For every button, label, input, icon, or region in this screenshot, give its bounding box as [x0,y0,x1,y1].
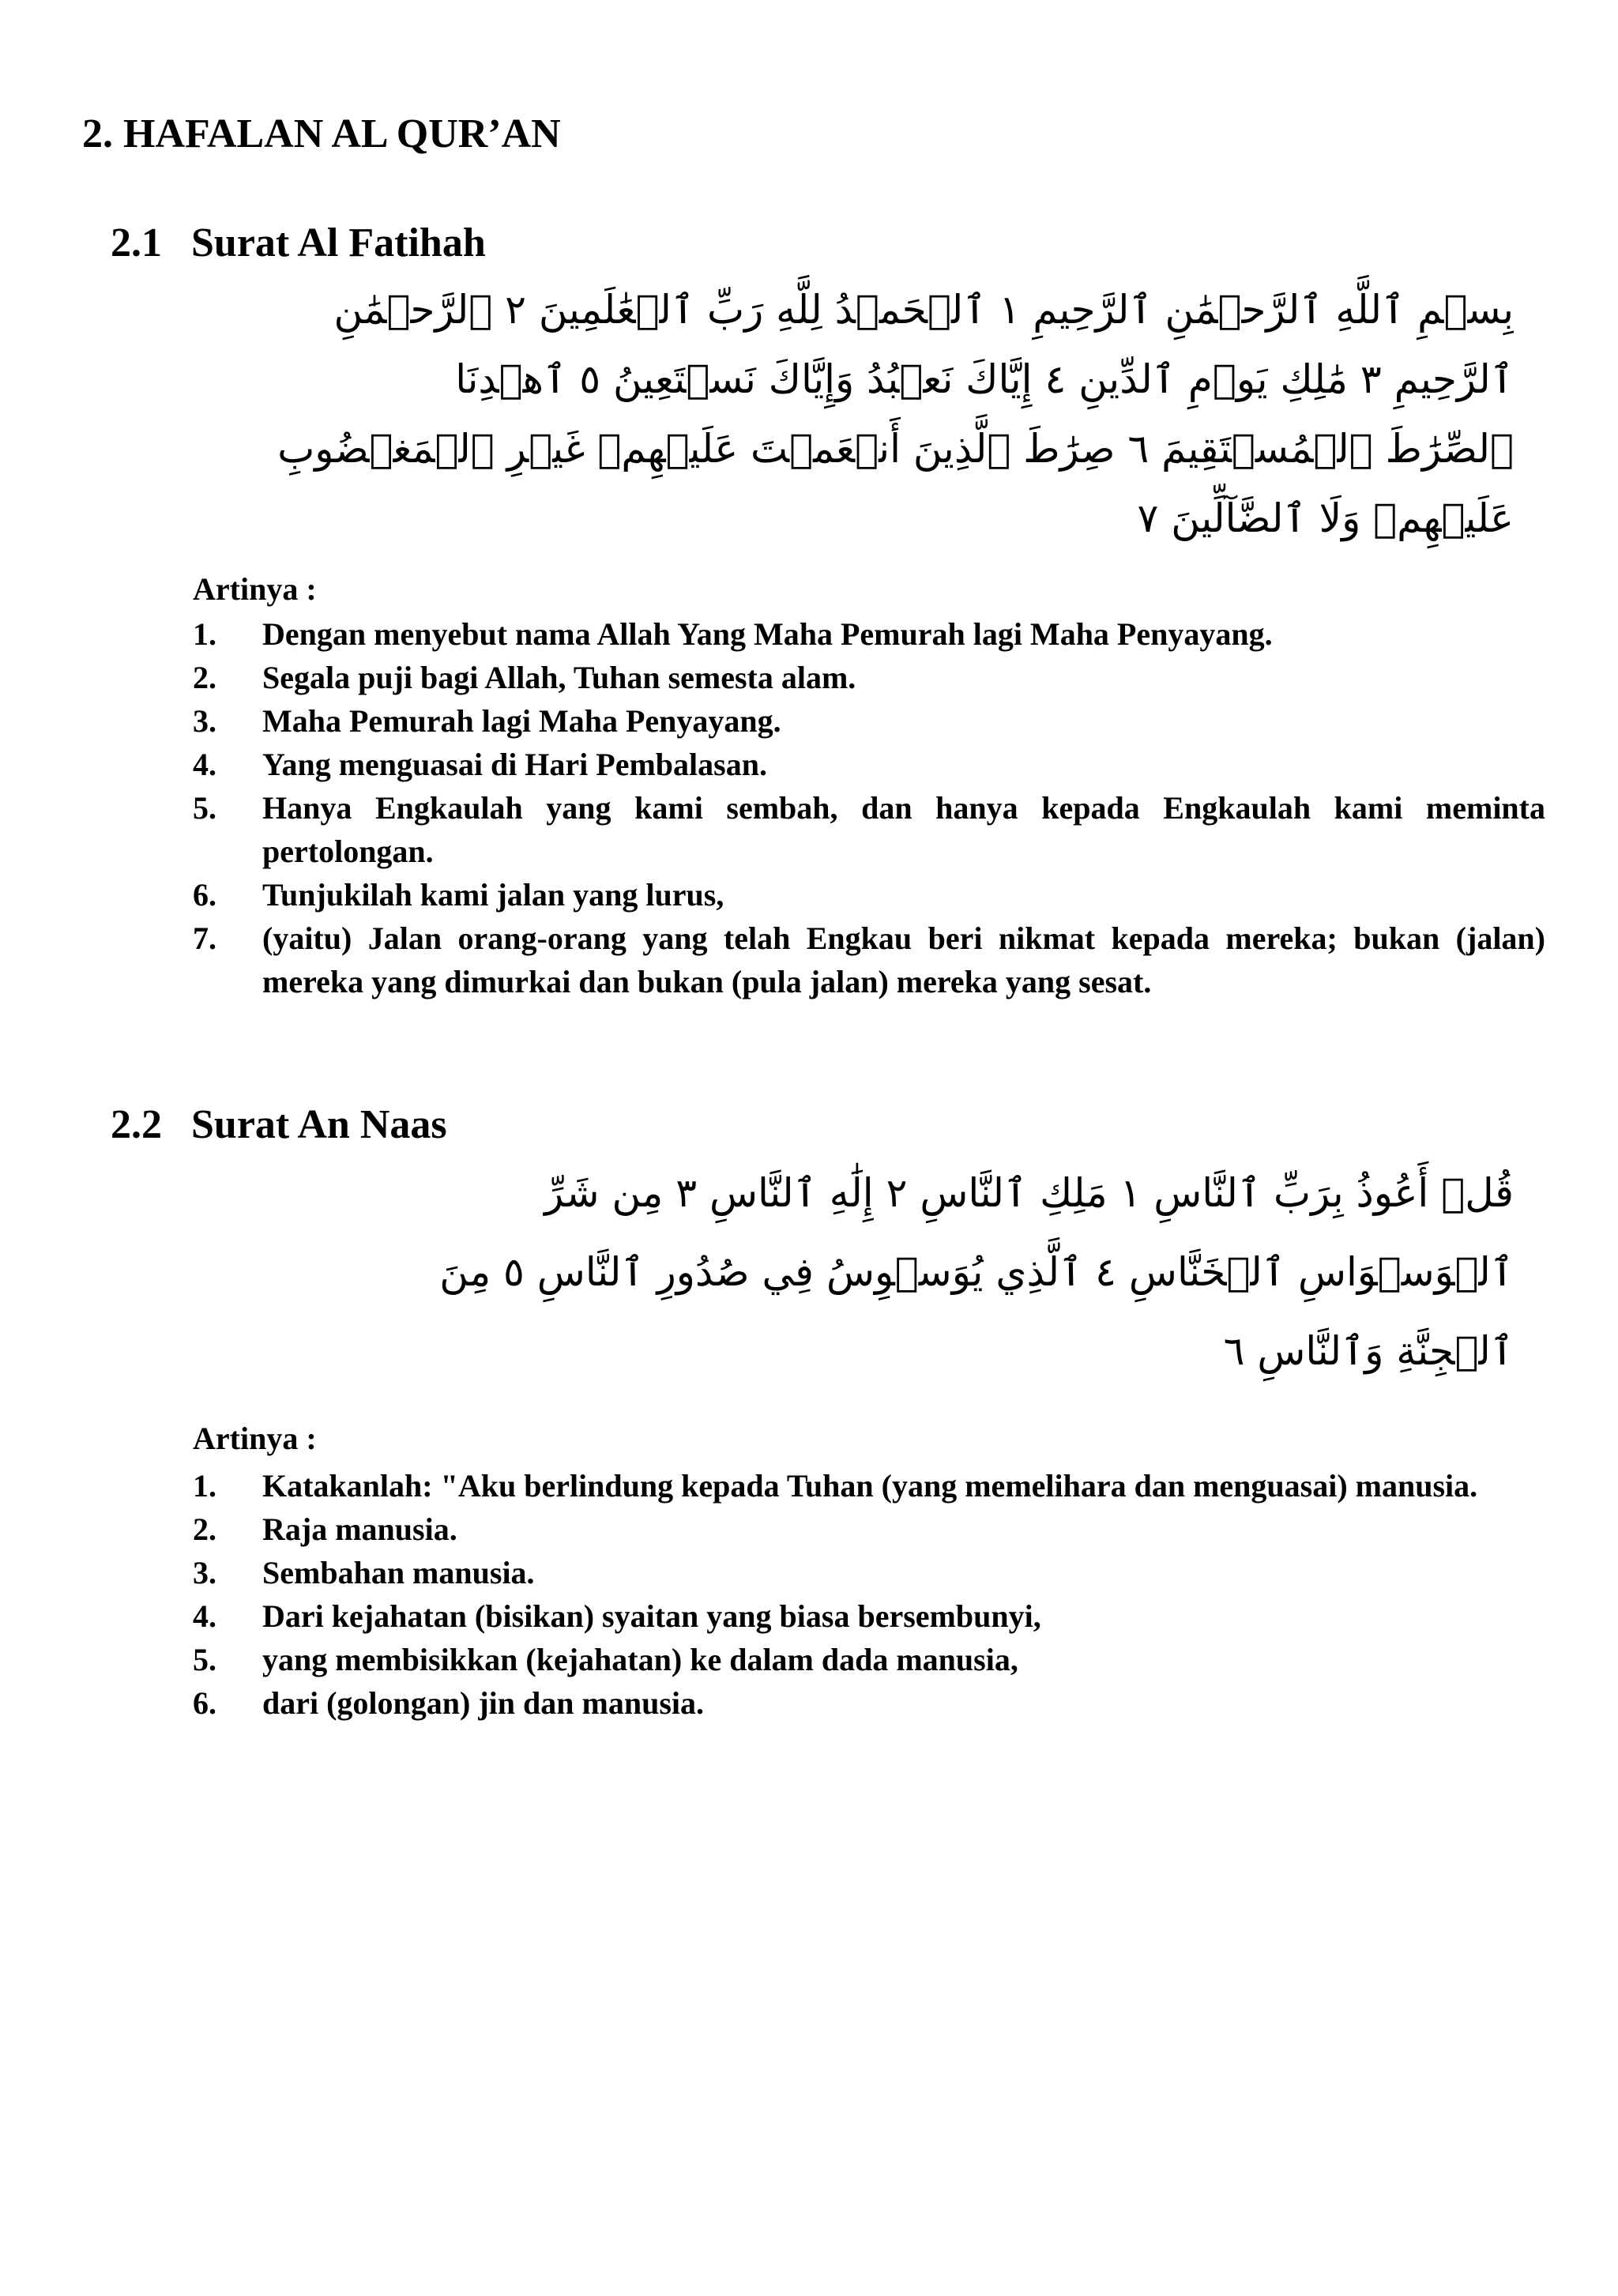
item-number: 2. [193,660,216,695]
list-item [193,699,1545,743]
item-number: 4. [193,1598,216,1634]
list-item [193,1681,1545,1725]
list-item [193,1638,1545,1681]
item-text: Raja manusia. [262,1511,457,1547]
list-item [193,656,1545,699]
arabic-line: ٱلرَّحِيمِ ٣ مَٰلِكِ يَوۡمِ ٱلدِّينِ ٤ إِيَّاكَ نَعۡبُدُ وَإِيَّاكَ نَسۡتَعِينُ ٥ ٱهۡدِنَا [455,356,1514,402]
arabic-line: ٱلۡوَسۡوَاسِ ٱلۡخَنَّاسِ ٤ ٱلَّذِي يُوَسۡوِسُ فِي صُدُورِ ٱلنَّاسِ ٥ مِنَ [439,1249,1514,1295]
item-text: Yang menguasai di Hari Pembalasan. [262,747,767,782]
item-text: Sembahan manusia. [262,1555,535,1590]
arabic-line: بِسۡمِ ٱللَّهِ ٱلرَّحۡمَٰنِ ٱلرَّحِيمِ ١ ٱلۡحَمۡدُ لِلَّهِ رَبِّ ٱلۡعَٰلَمِينَ ٢ ٱلرَّحۡمَٰنِ [333,287,1514,333]
item-text: Katakanlah: "Aku berlindung kepada Tuhan (yang memelihara dan menguasai) manusia. [262,1468,1478,1504]
arabic-line: ٱلصِّرَٰطَ ٱلۡمُسۡتَقِيمَ ٦ صِرَٰطَ ٱلَّذِينَ أَنۡعَمۡتَ عَلَيۡهِمۡ غَيۡرِ ٱلۡمَغۡضُوبِ [277,426,1514,472]
arabic-line: قُلۡ أَعُوذُ بِرَبِّ ٱلنَّاسِ ١ مَلِكِ ٱلنَّاسِ ٢ إِلَٰهِ ٱلنَّاسِ ٣ مِن شَرِّ [544,1170,1514,1216]
main-title: 2. HAFALAN AL QUR’AN [82,111,561,156]
item-number: 3. [193,1555,216,1590]
translation-list-naas [193,1464,1545,1725]
list-item [193,873,1545,917]
item-text: Segala puji bagi Allah, Tuhan semesta alam. [262,660,856,695]
arabic-text-fatihah [190,275,1514,553]
section-number: 2.2 [111,1102,162,1147]
list-item [193,917,1545,1003]
list-item [193,1551,1545,1594]
item-number: 2. [193,1511,216,1547]
item-text: Dari kejahatan (bisikan) syaitan yang biasa bersembunyi, [262,1598,1041,1634]
list-item [193,1507,1545,1551]
item-text: (yaitu) Jalan orang-orang yang telah Engkau beri nikmat kepada mereka; bukan (jalan) mereka yang dimurkai dan bukan (pula jalan) mereka yang sesat. [262,920,1545,999]
item-number: 5. [193,1642,216,1677]
item-number: 1. [193,616,216,652]
section-title: Surat Al Fatihah [191,220,486,265]
item-number: 6. [193,1685,216,1721]
item-number: 3. [193,703,216,739]
section-heading-naas [111,1101,447,1148]
list-item [193,786,1545,873]
section-number: 2.1 [111,220,162,265]
section-heading-fatihah [111,220,486,266]
item-number: 1. [193,1468,216,1504]
artinya-label: Artinya : [193,1421,317,1456]
item-text: Dengan menyebut nama Allah Yang Maha Pemurah lagi Maha Penyayang. [262,616,1273,652]
translation-list-fatihah [193,612,1545,1003]
item-text: yang membisikkan (kejahatan) ke dalam dada manusia, [262,1642,1018,1677]
list-item [193,1464,1545,1507]
item-number: 7. [193,920,216,956]
list-item [193,612,1545,656]
item-number: 5. [193,790,216,826]
artinya-label: Artinya : [193,571,317,607]
item-text: Tunjukilah kami jalan yang lurus, [262,877,724,913]
list-item [193,743,1545,786]
item-text: Hanya Engkaulah yang kami sembah, dan hanya kepada Engkaulah kami meminta pertolongan. [262,790,1545,869]
arabic-line: عَلَيۡهِمۡ وَلَا ٱلضَّآلِّينَ ٧ [1137,495,1514,541]
item-number: 4. [193,747,216,782]
list-item [193,1594,1545,1638]
item-number: 6. [193,877,216,913]
item-text: dari (golongan) jin dan manusia. [262,1685,705,1721]
section-title: Surat An Naas [191,1102,447,1147]
arabic-line: ٱلۡجِنَّةِ وَٱلنَّاسِ ٦ [1223,1328,1514,1374]
arabic-text-naas [190,1154,1514,1391]
item-text: Maha Pemurah lagi Maha Penyayang. [262,703,781,739]
